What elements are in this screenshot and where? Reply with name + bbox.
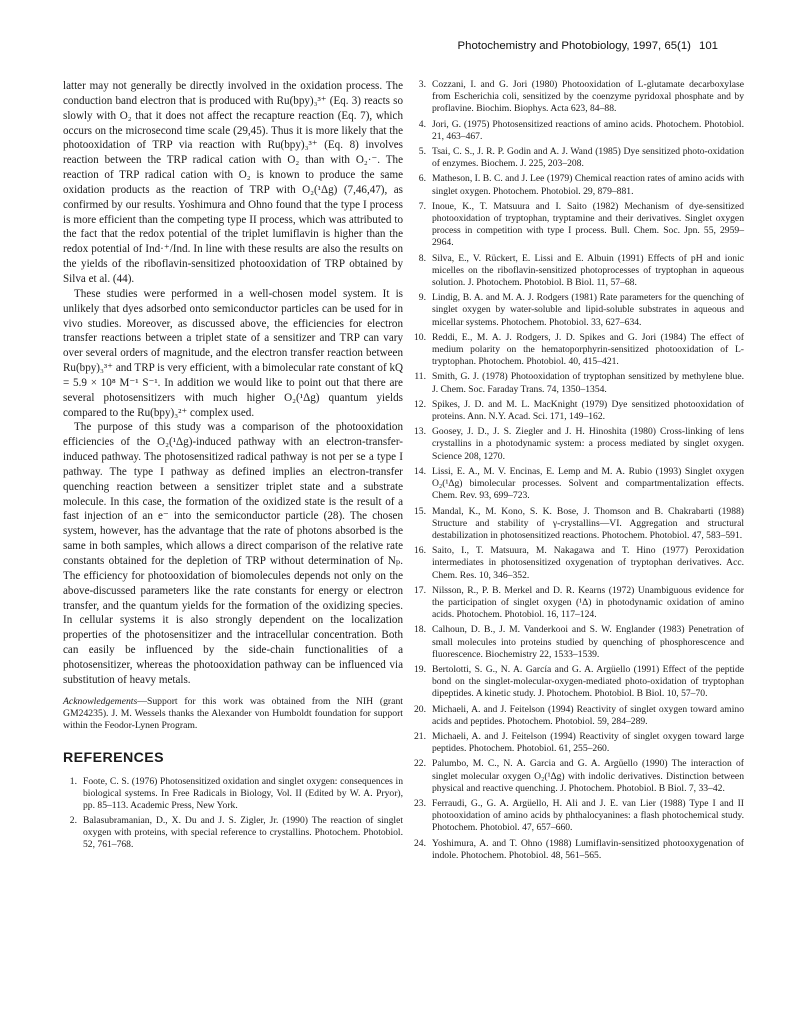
reference-number: 24. xyxy=(414,837,426,849)
reference-item xyxy=(63,776,403,813)
left-column xyxy=(63,79,403,854)
reference-text: Reddi, E., M. A. J. Rodgers, J. D. Spikes and G. Jori (1984) The effect of medium polarity on the hematoporphyrin-sensitized photooxidation of L-tryptophan. Photochem. Photobiol. 40, 415–421. xyxy=(432,331,744,368)
reference-item xyxy=(412,292,744,329)
reference-number: 6. xyxy=(418,173,426,185)
reference-text: Balasubramanian, D., X. Du and J. S. Zigler, Jr. (1990) The reaction of singlet oxygen with proteins, with special reference to crystallins. Photochem. Photobiol. 52, 761–768. xyxy=(83,814,403,851)
reference-number: 7. xyxy=(418,200,426,212)
reference-text: Mandal, K., M. Kono, S. K. Bose, J. Thomson and B. Chakrabarti (1988) Structure and stability of γ-crystallins—VI. Aggregation and structural destabilization in photosensitized reactions. Photochem. Photobiol. 47, 583–591. xyxy=(432,505,744,541)
reference-item xyxy=(412,173,744,197)
reference-item xyxy=(412,758,744,795)
reference-number: 21. xyxy=(414,730,426,742)
reference-item xyxy=(412,585,744,622)
reference-item xyxy=(412,79,744,116)
reference-text: Goosey, J. D., J. S. Ziegler and J. H. Hinoshita (1980) Cross-linking of lens crystallins in a photodynamic system: a process mediated by singlet oxygen. Science 208, 1270. xyxy=(432,426,744,462)
acknowledgements xyxy=(63,696,403,733)
reference-item xyxy=(412,624,744,661)
reference-item xyxy=(412,253,744,290)
reference-item xyxy=(412,545,744,582)
reference-number: 19. xyxy=(414,663,426,675)
reference-item xyxy=(412,371,744,395)
reference-item xyxy=(412,664,744,701)
reference-number: 5. xyxy=(418,146,426,158)
reference-item xyxy=(412,332,744,369)
reference-number: 17. xyxy=(414,584,426,596)
body-paragraph: These studies were performed in a well-chosen model system. It is unlikely that dyes adsorbed onto semiconductor particles can be used for in vivo studies. Moreover, as discussed above, the efficiencies for electron transfer reactions between a triplet state of a sensitizer and TRP can vary over several orders of magnitude, and the electron transfer reaction between Ru(bpy)₃³⁺ and TRP is very efficient, with a bimolecular rate constant of kQ = 5.9 × 10⁸ M⁻¹ S⁻¹. In addition we would like to point out that there are several photosensitizers with much higher O₂(¹Δg) quantum yields compared to the Ru(bpy)₃²⁺ complex used. xyxy=(63,287,403,419)
references-heading: REFERENCES xyxy=(63,749,164,766)
reference-text: Foote, C. S. (1976) Photosensitized oxidation and singlet oxygen: consequences in biological systems. In Free Radicals in Biology, Vol. II (Edited by W. A. Pryor), pp. 85–113. Academic Press, New York. xyxy=(83,775,403,812)
reference-text: Tsai, C. S., J. R. P. Godin and A. J. Wand (1985) Dye sensitized photo-oxidation of enzymes. Biochem. J. 225, 203–208. xyxy=(432,146,744,170)
acknowledgements-label: Acknowledgements xyxy=(63,695,138,707)
right-column xyxy=(412,79,744,865)
reference-number: 11. xyxy=(414,371,426,383)
reference-text: Lissi, E. A., M. V. Encinas, E. Lemp and M. A. Rubio (1993) Singlet oxygen O₂(¹Δg) bimolecular processes. Solvent and compartmentalization effects. Chem. Rev. 93, 699–723. xyxy=(432,465,744,502)
reference-list-left xyxy=(63,776,403,852)
reference-text: Calhoun, D. B., J. M. Vanderkooi and S. W. Englander (1983) Penetration of small molecules into proteins studied by quenching of phosphorescence and fluorescence. Biochemistry 22, 1533–1539. xyxy=(432,624,744,660)
reference-number: 4. xyxy=(418,118,426,130)
reference-text: Smith, G. J. (1978) Photooxidation of tryptophan sensitized by methylene blue. J. Chem. Soc. Faraday Trans. 74, 1350–1354. xyxy=(432,371,744,395)
reference-text: Spikes, J. D. and M. L. MacKnight (1979) Dye sensitized photooxidation of proteins. Ann. N.Y. Acad. Sci. 171, 149–162. xyxy=(432,398,744,423)
reference-number: 2. xyxy=(69,814,77,826)
reference-text: Palumbo, M. C., N. A. Garcia and G. A. Argüello (1990) The interaction of singlet molecular oxygen O₂(¹Δg) with indolic derivatives. Distinction between physical and reactive quenching. J. Photochem. Photobiol. B Biol. 7, 33–42. xyxy=(432,758,744,794)
reference-number: 22. xyxy=(414,758,426,770)
reference-number: 14. xyxy=(414,465,426,477)
reference-text: Cozzani, I. and G. Jori (1980) Photooxidation of L-glutamate decarboxylase from Escherichia coli, sensitized by the coenzyme pyridoxal phosphate and by proflavine. Biochim. Biophys. Acta 623, 84–88. xyxy=(432,79,744,115)
reference-list-right xyxy=(412,79,744,862)
body-paragraph: The purpose of this study was a comparison of the photooxidation efficiencies of the O₂(¹Δg)-induced pathway with an electron-transfer-induced pathway. The photosensitized radical pathway is not per se a type I pathway. The type I pathway as defined implies an electron-transfer quenching reaction between a sensitizer triplet state and a substrate molecule. In this case, the formation of the oxidized state is the result of a fast injection of an e⁻ into the semiconductor particle (28). The chosen system, however, has the advantage that the rate of photons absorbed is the same in both samples, which allows a direct comparison of the relative rate constants obtained for the depletion of TRP without determination of Nₚ. The efficiency for photooxidation of biomolecules depends not only on the above-discussed parameters like the rate constants for energy or electron transfer, and the quantum yields for the formation of the oxidizing species. In cellular systems it is also strongly dependent on the localization properties of the photosensitizer and the intracellular concentration. Both can easily be influenced by the side-chain functionalities of a photosensitizer, whereas the photooxidation pathway can be influenced via substitution of heavy metals. xyxy=(63,421,403,686)
reference-item xyxy=(412,146,744,170)
reference-item xyxy=(412,466,744,503)
journal-citation: Photochemistry and Photobiology, 1997, 65(1) xyxy=(457,40,691,52)
reference-text: Michaeli, A. and J. Feitelson (1994) Reactivity of singlet oxygen toward large peptides. Photochem. Photobiol. 61, 255–260. xyxy=(432,730,744,755)
reference-number: 16. xyxy=(414,545,426,557)
reference-item xyxy=(412,731,744,755)
reference-item xyxy=(412,426,744,463)
reference-text: Ferraudi, G., G. A. Argüello, H. Ali and J. E. van Lier (1988) Type I and II photooxidation of amino acids by phthalocyanines: a flash photochemical study. Photochem. Photobiol. 47, 657–660. xyxy=(432,797,744,834)
reference-number: 15. xyxy=(414,505,426,517)
reference-item xyxy=(412,119,744,143)
running-head xyxy=(458,40,718,52)
reference-number: 12. xyxy=(414,398,426,410)
reference-text: Inoue, K., T. Matsuura and I. Saito (1982) Mechanism of dye-sensitized photooxidation of tryptophan, tryptamine and their derivatives. Singlet oxygen process in competition with type I process. Bull. Chem. Soc. Jpn. 55, 2959–2964. xyxy=(432,200,744,249)
reference-text: Silva, E., V. Rückert, E. Lissi and E. Albuin (1991) Effects of pH and ionic micelles on the riboflavin-sensitized photoprocesses of tryptophan in aqueous solution. J. Photochem. Photobiol. B Biol. 11, 57–68. xyxy=(432,252,744,289)
reference-item xyxy=(412,506,744,543)
page-number: 101 xyxy=(698,40,718,52)
reference-item xyxy=(63,815,403,852)
reference-number: 3. xyxy=(418,79,426,90)
reference-item xyxy=(412,838,744,862)
reference-item xyxy=(412,798,744,835)
reference-item xyxy=(412,399,744,423)
reference-number: 13. xyxy=(414,426,426,438)
reference-item xyxy=(412,201,744,250)
reference-number: 1. xyxy=(69,775,77,787)
reference-text: Jori, G. (1975) Photosensitized reactions of amino acids. Photochem. Photobiol. 21, 463–467. xyxy=(432,118,744,142)
reference-item xyxy=(412,704,744,728)
acknowledgements-text: —Support for this work was obtained from the NIH (grant GM24235). J. M. Wessels thanks the Alexander von Humboldt foundation for support within the Feodor-Lynen Program. xyxy=(63,695,403,732)
reference-text: Matheson, I. B. C. and J. Lee (1979) Chemical reaction rates of amino acids with singlet oxygen. Photochem. Photobiol. 29, 879–881. xyxy=(432,173,744,197)
reference-number: 20. xyxy=(414,703,426,715)
reference-number: 18. xyxy=(414,624,426,636)
reference-text: Michaeli, A. and J. Feitelson (1994) Reactivity of singlet oxygen toward amino acids and peptides. Photochem. Photobiol. 59, 284–289. xyxy=(432,703,744,727)
reference-text: Saito, I., T. Matsuura, M. Nakagawa and T. Hino (1977) Peroxidation intermediates in photosensitized oxygenation of tryptophan derivatives. Acc. Chem. Res. 10, 346–352. xyxy=(432,545,744,581)
reference-number: 10. xyxy=(414,331,426,343)
reference-number: 8. xyxy=(418,252,426,264)
reference-text: Lindig, B. A. and M. A. J. Rodgers (1981) Rate parameters for the quenching of singlet oxygen by water-soluble and lipid-soluble substrates in aqueous and micellar systems. Photochem. Photobiol. 33, 627–634. xyxy=(432,292,744,328)
reference-text: Nilsson, R., P. B. Merkel and D. R. Kearns (1972) Unambiguous evidence for the participation of singlet oxygen (¹Δ) in photodynamic oxidation of amino acids. Photochem. Photobiol. 16, 117–124. xyxy=(432,584,744,621)
reference-number: 9. xyxy=(418,292,426,304)
body-paragraph: latter may not generally be directly involved in the oxidation process. The conduction band electron that is produced with Ru(bpy)₃³⁺ (Eq. 3) reacts so slowly with O₂ that it does not affect the recapture reaction (Eq. 7), which occurs on the microsecond time scale (29,45). Thus it is more likely that the photooxidation of TRP via reaction with Ru(bpy)₃³⁺ (Eq. 8) involves reaction between the TRP radical cation with O₂ than with O₂·⁻. The reaction of TRP radical cation with O₂ is known to produce the same oxidation products as the reaction of TRP with O₂(¹Δg) (7,46,47), as confirmed by our results. Yoshimura and Ohno found that the type I process is more efficient than the competing type II process, which was attributed to the fact that the redox potential of the triplet lumiflavin is higher than the redox potential of Ind·⁺/Ind. In line with these results are also the results on the yields of the riboflavin-sensitized photooxidation of TRP obtained by Silva et al. (44). xyxy=(63,80,403,285)
reference-number: 23. xyxy=(414,797,426,809)
reference-text: Yoshimura, A. and T. Ohno (1988) Lumiflavin-sensitized photooxygenation of indole. Photochem. Photobiol. 48, 561–565. xyxy=(432,837,744,861)
reference-text: Bertolotti, S. G., N. A. García and G. A. Argüello (1991) Effect of the peptide bond on the singlet-molecular-oxygen-mediated photo-oxidation of tryptophan dipeptides. A kinetic study. J. Photochem. Photobiol. B Biol. 10, 57–70. xyxy=(432,663,744,700)
